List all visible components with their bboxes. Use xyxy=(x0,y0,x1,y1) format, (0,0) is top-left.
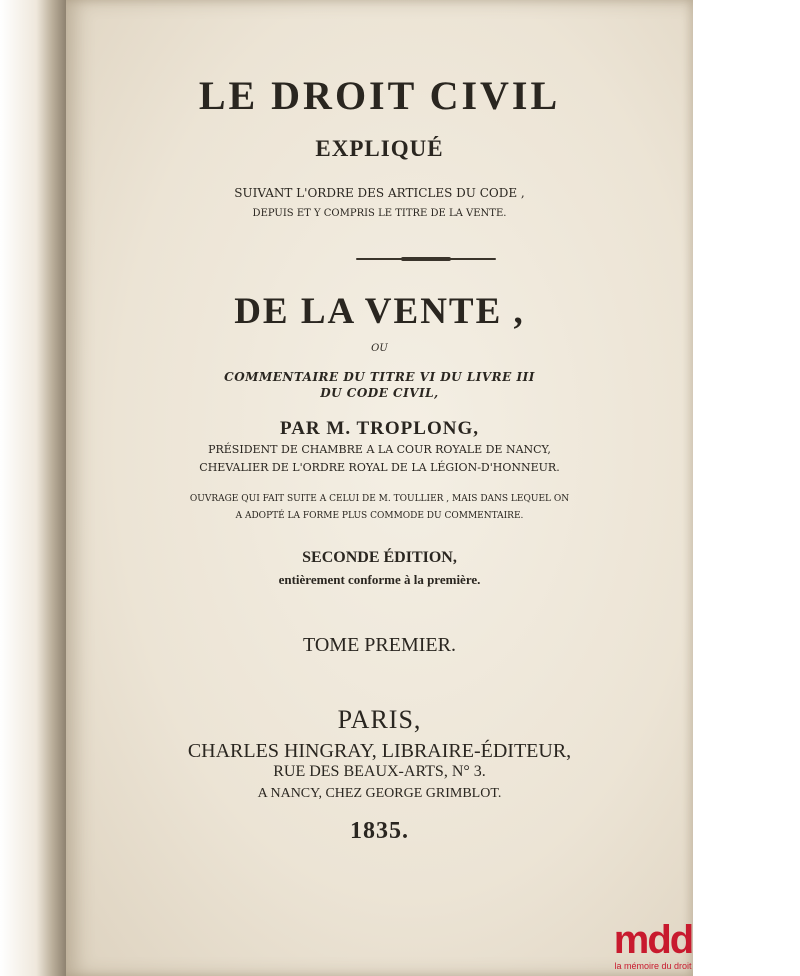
commentary-line-1: COMMENTAIRE DU TITRE VI DU LIVRE III xyxy=(224,370,535,384)
conjunction: OU xyxy=(371,343,388,354)
mdd-logo xyxy=(606,920,700,976)
publisher-name: CHARLES HINGRAY, LIBRAIRE-ÉDITEUR, xyxy=(187,740,572,762)
book-title: LE DROIT CIVIL xyxy=(198,73,561,118)
publication-city: PARIS, xyxy=(337,705,422,734)
author-title-2: CHEVALIER DE L'ORDRE ROYAL DE LA LÉGION-D'HONNEUR. xyxy=(199,461,560,474)
note-line-2: A ADOPTÉ LA FORME PLUS COMMODE DU COMMENTAIRE. xyxy=(235,511,524,521)
ornamental-rule xyxy=(356,258,496,260)
subtitle-line-2: DEPUIS ET Y COMPRIS LE TITRE DE LA VENTE. xyxy=(252,208,507,219)
title-page xyxy=(66,0,693,976)
commentary-line-2: DU CODE CIVIL, xyxy=(320,386,439,400)
logo-tagline: la mémoire du droit xyxy=(614,961,692,971)
work-title: DE LA VENTE , xyxy=(234,291,525,332)
publication-year: 1835. xyxy=(350,818,409,844)
subtitle-line-1: SUIVANT L'ORDRE DES ARTICLES DU CODE , xyxy=(234,186,525,200)
edition: SECONDE ÉDITION, xyxy=(302,549,457,566)
volume-label: TOME PREMIER. xyxy=(303,634,456,656)
book-subtitle: EXPLIQUÉ xyxy=(315,136,444,161)
author-name: PAR M. TROPLONG, xyxy=(280,418,479,439)
secondary-publisher: A NANCY, CHEZ GEORGE GRIMBLOT. xyxy=(257,786,502,801)
author-title-1: PRÉSIDENT DE CHAMBRE A LA COUR ROYALE DE NANCY, xyxy=(208,443,551,456)
note-line-1: OUVRAGE QUI FAIT SUITE A CELUI DE M. TOULLIER , MAIS DANS LEQUEL ON xyxy=(189,494,570,504)
edition-note: entièrement conforme à la première. xyxy=(278,572,481,587)
publisher-address: RUE DES BEAUX-ARTS, N° 3. xyxy=(273,763,486,780)
book-binding-edge xyxy=(0,0,66,976)
logo-mark: mdd xyxy=(613,918,693,962)
